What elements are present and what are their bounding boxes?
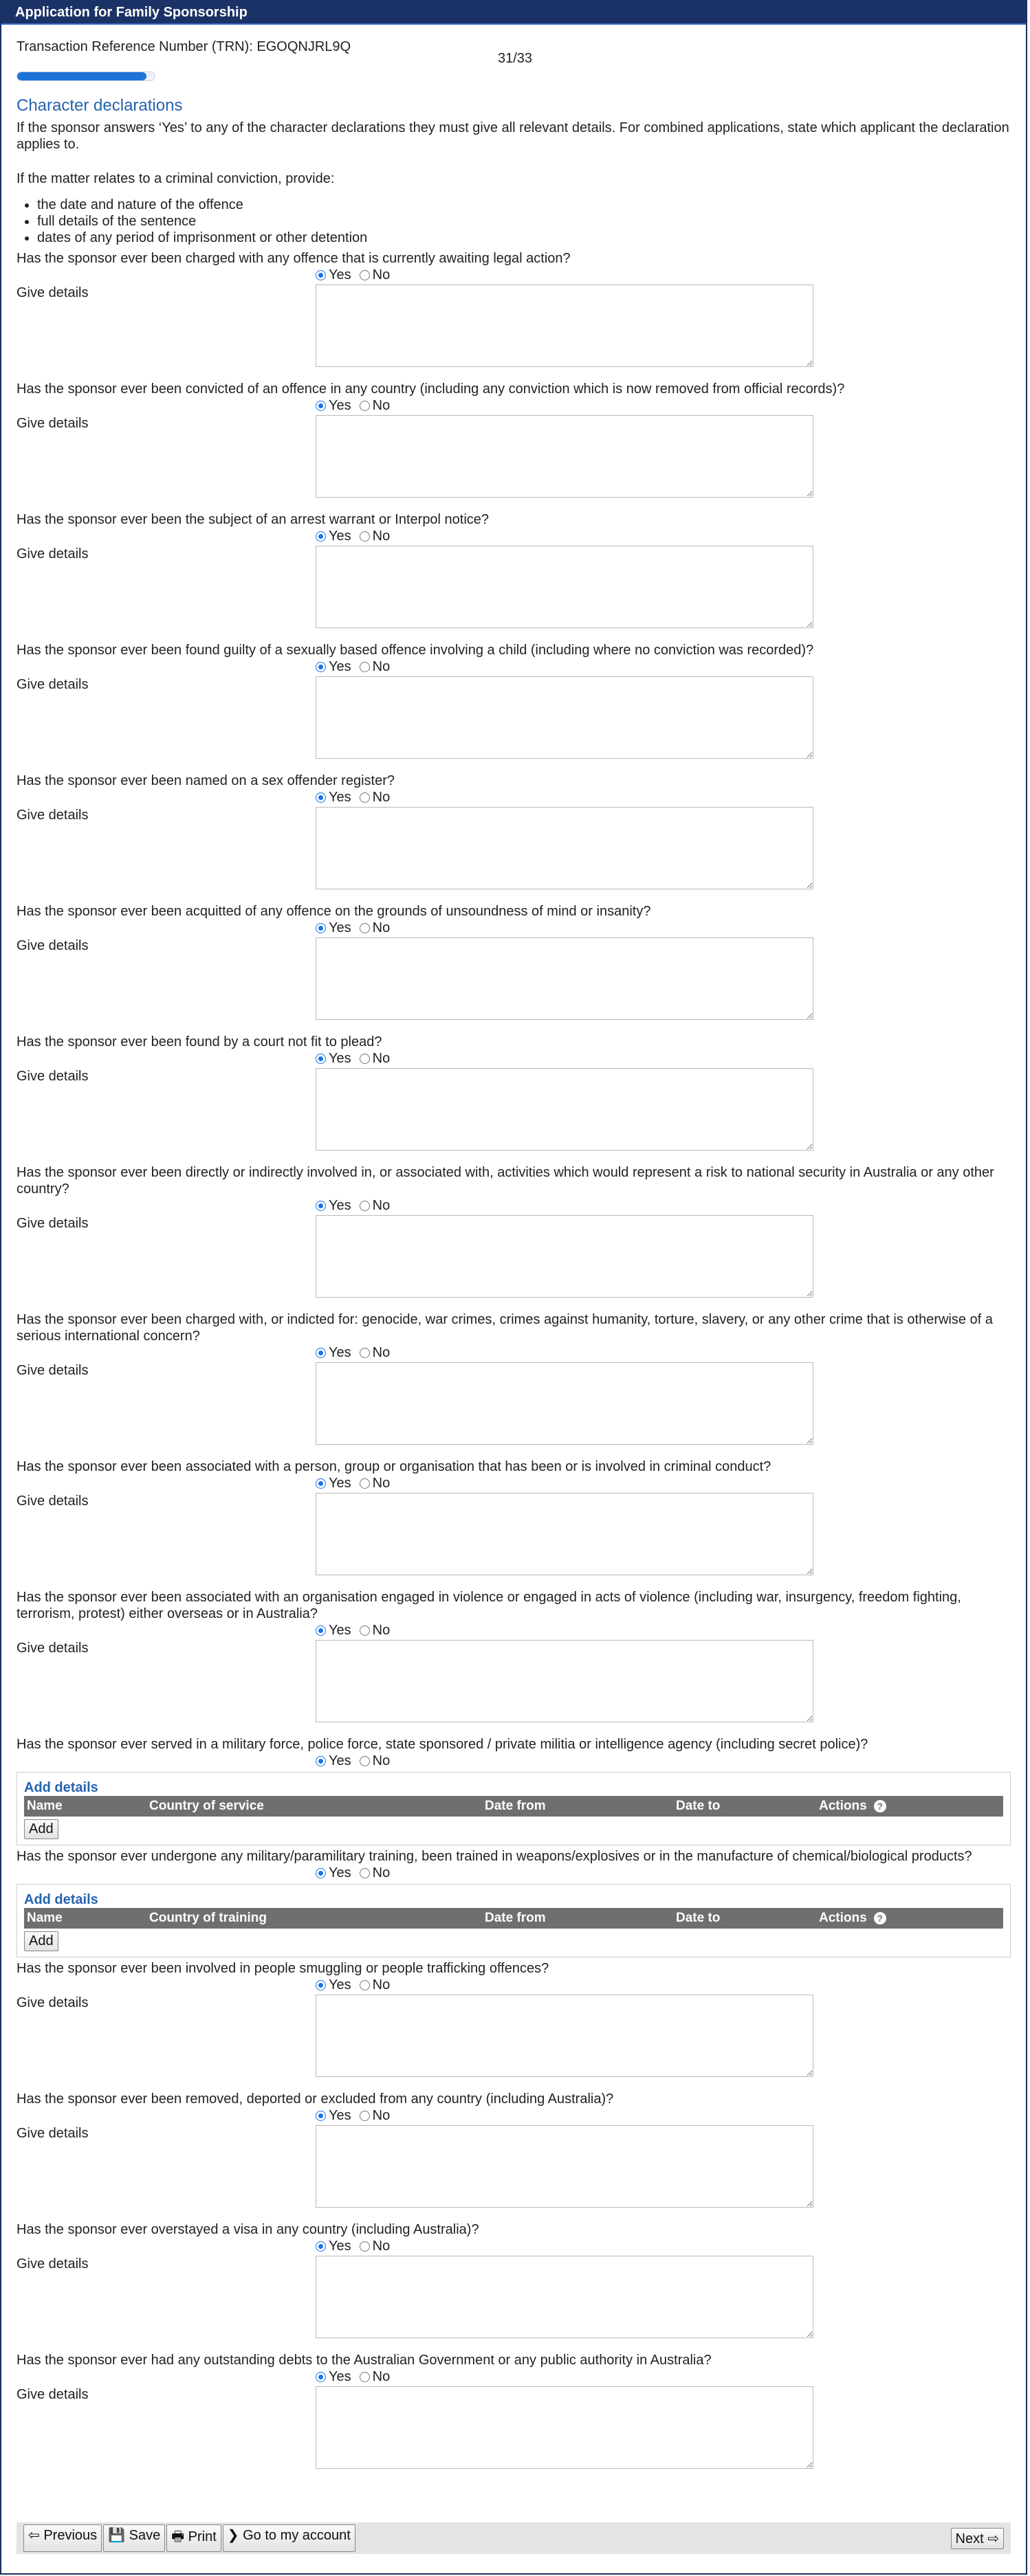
go-to-account-button[interactable] (223, 2524, 355, 2552)
details-row (17, 1640, 1011, 1722)
no-label: No (372, 920, 391, 935)
give-details-label: Give details (17, 1069, 89, 1084)
details-table (24, 1796, 1003, 1817)
help-icon[interactable]: ? (874, 1800, 886, 1812)
yes-no-radio-group (17, 1753, 1011, 1769)
no-label: No (372, 1977, 391, 1992)
questions-list (17, 250, 1011, 2469)
yes-label: Yes (329, 2239, 351, 2254)
details-textarea[interactable] (316, 1493, 813, 1575)
no-radio[interactable] (360, 401, 370, 411)
yes-radio[interactable] (316, 662, 326, 672)
give-details-label: Give details (17, 808, 89, 823)
yes-no-radio-group (17, 1622, 1011, 1639)
give-details-label: Give details (17, 938, 89, 953)
details-row (17, 1362, 1011, 1445)
save-button[interactable] (103, 2524, 165, 2552)
yes-label: Yes (329, 659, 351, 674)
details-row (17, 546, 1011, 628)
no-label: No (372, 267, 391, 282)
question-text: Has the sponsor ever overstayed a visa in any country (including Australia)? (17, 2222, 479, 2237)
details-row (17, 2256, 1011, 2338)
details-row (17, 1493, 1011, 1575)
question-text: Has the sponsor ever been found by a court not fit to plead? (17, 1034, 382, 1050)
question-text: Has the sponsor ever been involved in people smuggling or people trafficking offences? (17, 1961, 549, 1976)
yes-radio[interactable] (316, 2372, 326, 2382)
details-row (17, 1995, 1011, 2077)
details-row (17, 2125, 1011, 2208)
print-label: Print (188, 2529, 217, 2544)
yes-label: Yes (329, 1623, 351, 1638)
no-label: No (372, 1198, 391, 1213)
arrow-left-icon: ⇦ (28, 2528, 44, 2543)
details-textarea[interactable] (316, 1362, 813, 1445)
details-row (17, 937, 1011, 1020)
yes-label: Yes (329, 1977, 351, 1992)
save-icon: 💾 (108, 2528, 129, 2543)
question-text: Has the sponsor ever been associated with a person, group or organisation that has been or is involved in criminal conduct? (17, 1459, 771, 1474)
yes-radio[interactable] (316, 1868, 326, 1878)
yes-label: Yes (329, 398, 351, 413)
column-header: Actions ? (816, 1908, 1003, 1929)
yes-no-radio-group (17, 1977, 1011, 1993)
no-radio[interactable] (360, 1868, 370, 1878)
yes-radio[interactable] (316, 1054, 326, 1064)
yes-no-radio-group (17, 2368, 1011, 2385)
question-block (17, 1164, 1011, 1298)
question-text: Has the sponsor ever been removed, deported or excluded from any country (including Australia)? (17, 2091, 614, 2107)
details-textarea[interactable] (316, 937, 813, 1020)
add-button[interactable]: Add (24, 1819, 58, 1839)
yes-label: Yes (329, 2369, 351, 2384)
no-radio[interactable] (360, 270, 370, 280)
details-row (17, 807, 1011, 889)
list-item: • full details of the sentence (37, 213, 1011, 230)
give-details-label: Give details (17, 546, 89, 562)
no-radio[interactable] (360, 662, 370, 672)
question-text: Has the sponsor ever been named on a sex offender register? (17, 773, 395, 788)
details-textarea[interactable] (316, 546, 813, 628)
details-row (17, 415, 1011, 498)
details-row (17, 2386, 1011, 2469)
trn-text: Transaction Reference Number (TRN): EGOQNJRL9Q (17, 39, 351, 54)
details-textarea[interactable] (316, 2125, 813, 2208)
question-block (17, 2352, 1011, 2469)
table-header-row (24, 1908, 1003, 1929)
yes-radio[interactable] (316, 2111, 326, 2121)
question-text: Has the sponsor ever been charged with, or indicted for: genocide, war crimes, crimes against humanity, torture, slavery, or any other crime that is otherwise of a serious international concern? (17, 1312, 993, 1344)
column-header: Date from (482, 1796, 673, 1817)
give-details-label: Give details (17, 1641, 89, 1656)
column-header: Country of service (146, 1796, 482, 1817)
details-textarea[interactable] (316, 676, 813, 759)
conviction-requirements-list (17, 197, 1011, 246)
section-intro-conviction: If the matter relates to a criminal conviction, provide: (17, 171, 335, 186)
give-details-label: Give details (17, 1216, 89, 1231)
column-header: Name (24, 1796, 146, 1817)
question-block (17, 1311, 1011, 1445)
next-button[interactable] (951, 2528, 1004, 2549)
yes-radio[interactable] (316, 1348, 326, 1358)
yes-label: Yes (329, 1476, 351, 1491)
page-counter: 31/33 (498, 51, 533, 66)
column-header: Country of training (146, 1908, 482, 1929)
yes-no-radio-group (17, 267, 1011, 283)
no-label: No (372, 659, 391, 674)
question-block (17, 1458, 1011, 1575)
give-details-label: Give details (17, 1494, 89, 1509)
no-label: No (372, 790, 391, 805)
no-radio[interactable] (360, 1478, 370, 1489)
question-block (17, 642, 1011, 759)
no-radio[interactable] (360, 531, 370, 542)
yes-radio[interactable] (316, 1201, 326, 1211)
yes-no-radio-group (17, 1865, 1011, 1881)
question-text: Has the sponsor ever undergone any military/paramilitary training, been trained in weapons/explosives or in the manufacture of chemical/biological products? (17, 1849, 972, 1864)
yes-no-radio-group (17, 658, 1011, 675)
no-label: No (372, 1051, 391, 1066)
give-details-label: Give details (17, 1995, 89, 2010)
no-label: No (372, 2108, 391, 2123)
give-details-label: Give details (17, 416, 89, 431)
no-radio[interactable] (360, 1625, 370, 1636)
question-text: Has the sponsor ever been the subject of an arrest warrant or Interpol notice? (17, 512, 490, 527)
add-details-panel (17, 1884, 1011, 1957)
no-label: No (372, 398, 391, 413)
progress-bar-fill (17, 72, 146, 80)
question-block (17, 2091, 1011, 2208)
question-text: Has the sponsor ever been acquitted of any offence on the grounds of unsoundness of mind or insanity? (17, 904, 651, 919)
print-button[interactable] (166, 2524, 221, 2552)
yes-radio[interactable] (316, 1625, 326, 1636)
yes-label: Yes (329, 1198, 351, 1213)
yes-radio[interactable] (316, 1756, 326, 1766)
yes-label: Yes (329, 1051, 351, 1066)
yes-radio[interactable] (316, 401, 326, 411)
account-label: Go to my account (243, 2528, 351, 2543)
give-details-label: Give details (17, 285, 89, 300)
yes-no-radio-group (17, 397, 1011, 414)
question-text: Has the sponsor ever been charged with any offence that is currently awaiting legal action? (17, 251, 571, 266)
previous-button[interactable] (23, 2524, 102, 2552)
arrow-right-icon: ⇨ (983, 2531, 999, 2546)
footer-left-buttons (23, 2524, 355, 2552)
column-header: Name (24, 1908, 146, 1929)
details-textarea[interactable] (316, 415, 813, 498)
no-radio[interactable] (360, 923, 370, 933)
question-block (17, 381, 1011, 498)
question-block (17, 2221, 1011, 2338)
no-radio[interactable] (360, 1348, 370, 1358)
no-radio[interactable] (360, 2241, 370, 2252)
yes-label: Yes (329, 267, 351, 282)
chevron-right-icon: ❯ (227, 2528, 243, 2543)
yes-radio[interactable] (316, 531, 326, 542)
yes-radio[interactable] (316, 792, 326, 803)
yes-label: Yes (329, 1753, 351, 1768)
details-textarea[interactable] (316, 1995, 813, 2077)
question-text: Has the sponsor ever been directly or indirectly involved in, or associated with, activities which would represent a risk to national security in Australia or any other country? (17, 1165, 994, 1197)
details-textarea[interactable] (316, 1640, 813, 1722)
no-label: No (372, 1345, 391, 1360)
question-block (17, 511, 1011, 628)
yes-no-radio-group (17, 1050, 1011, 1067)
yes-label: Yes (329, 920, 351, 935)
details-textarea[interactable] (316, 285, 813, 367)
yes-label: Yes (329, 790, 351, 805)
question-block (17, 1960, 1011, 2077)
details-row (17, 676, 1011, 759)
no-label: No (372, 2369, 391, 2384)
no-label: No (372, 1623, 391, 1638)
details-textarea[interactable] (316, 1068, 813, 1151)
list-item: • the date and nature of the offence (37, 197, 1011, 213)
yes-radio[interactable] (316, 923, 326, 933)
yes-no-radio-group (17, 789, 1011, 806)
table-header-row (24, 1796, 1003, 1817)
section-intro: If the sponsor answers ‘Yes’ to any of the character declarations they must give all relevant details. For combined applications, state which applicant the declaration applies to. (17, 120, 1009, 152)
add-details-title: Add details (24, 1780, 98, 1795)
add-button[interactable]: Add (24, 1931, 58, 1951)
no-label: No (372, 1476, 391, 1491)
yes-label: Yes (329, 2108, 351, 2123)
save-label: Save (129, 2528, 161, 2543)
help-icon[interactable]: ? (874, 1912, 886, 1924)
yes-label: Yes (329, 529, 351, 544)
give-details-label: Give details (17, 2256, 89, 2272)
question-block (17, 1736, 1011, 1845)
details-row (17, 1215, 1011, 1298)
no-radio[interactable] (360, 1980, 370, 1990)
question-block (17, 773, 1011, 889)
progress-row (17, 51, 1011, 92)
yes-no-radio-group (17, 1197, 1011, 1214)
yes-radio[interactable] (316, 1980, 326, 1990)
question-block (17, 1589, 1011, 1722)
no-label: No (372, 2239, 391, 2254)
column-header: Date from (482, 1908, 673, 1929)
no-radio[interactable] (360, 1756, 370, 1766)
yes-no-radio-group (17, 2107, 1011, 2124)
yes-label: Yes (329, 1345, 351, 1360)
details-textarea[interactable] (316, 807, 813, 889)
column-header: Actions ? (816, 1796, 1003, 1817)
question-text: Has the sponsor ever been associated with an organisation engaged in violence or engaged in acts of violence (including war, insurgency, freedom fighting, terrorism, protest) either overseas or in Australia? (17, 1590, 961, 1621)
yes-label: Yes (329, 1865, 351, 1880)
column-header: Date to (673, 1908, 816, 1929)
app-title: Application for Family Sponsorship (1, 0, 1026, 25)
yes-no-radio-group (17, 1344, 1011, 1361)
no-radio[interactable] (360, 1201, 370, 1211)
question-text: Has the sponsor ever had any outstanding debts to the Australian Government or any public authority in Australia? (17, 2353, 712, 2368)
no-radio[interactable] (360, 2372, 370, 2382)
question-block (17, 1034, 1011, 1151)
yes-no-radio-group (17, 920, 1011, 936)
give-details-label: Give details (17, 1363, 89, 1378)
yes-no-radio-group (17, 528, 1011, 544)
question-text: Has the sponsor ever served in a military force, police force, state sponsored / private militia or intelligence agency (including secret police)? (17, 1737, 868, 1752)
section-title: Character declarations (17, 96, 183, 115)
details-table (24, 1908, 1003, 1929)
no-label: No (372, 1865, 391, 1880)
details-textarea[interactable] (316, 2386, 813, 2469)
details-row (17, 285, 1011, 367)
no-radio[interactable] (360, 792, 370, 803)
progress-bar (17, 71, 155, 81)
next-label: Next (955, 2531, 984, 2546)
list-item: • dates of any period of imprisonment or other detention (37, 230, 1011, 246)
question-block (17, 903, 1011, 1020)
footer-toolbar (17, 2522, 1011, 2554)
yes-no-radio-group (17, 2238, 1011, 2254)
question-text: Has the sponsor ever been convicted of an offence in any country (including any conviction which is now removed from official records)? (17, 381, 845, 397)
no-radio[interactable] (360, 1054, 370, 1064)
add-details-panel (17, 1772, 1011, 1845)
give-details-label: Give details (17, 677, 89, 692)
previous-label: Previous (43, 2528, 98, 2543)
give-details-label: Give details (17, 2126, 89, 2141)
details-textarea[interactable] (316, 2256, 813, 2338)
question-text: Has the sponsor ever been found guilty of a sexually based offence involving a child (including where no conviction was recorded)? (17, 643, 814, 658)
no-label: No (372, 1753, 391, 1768)
print-icon: 🖶 (171, 2529, 188, 2544)
question-block (17, 1848, 1011, 1957)
yes-radio[interactable] (316, 2241, 326, 2252)
yes-radio[interactable] (316, 1478, 326, 1489)
question-block (17, 250, 1011, 367)
yes-radio[interactable] (316, 270, 326, 280)
add-details-title: Add details (24, 1892, 98, 1907)
no-radio[interactable] (360, 2111, 370, 2121)
details-row (17, 1068, 1011, 1151)
column-header: Date to (673, 1796, 816, 1817)
details-textarea[interactable] (316, 1215, 813, 1298)
give-details-label: Give details (17, 2387, 89, 2402)
yes-no-radio-group (17, 1475, 1011, 1491)
form-content (1, 25, 1026, 2469)
no-label: No (372, 529, 391, 544)
